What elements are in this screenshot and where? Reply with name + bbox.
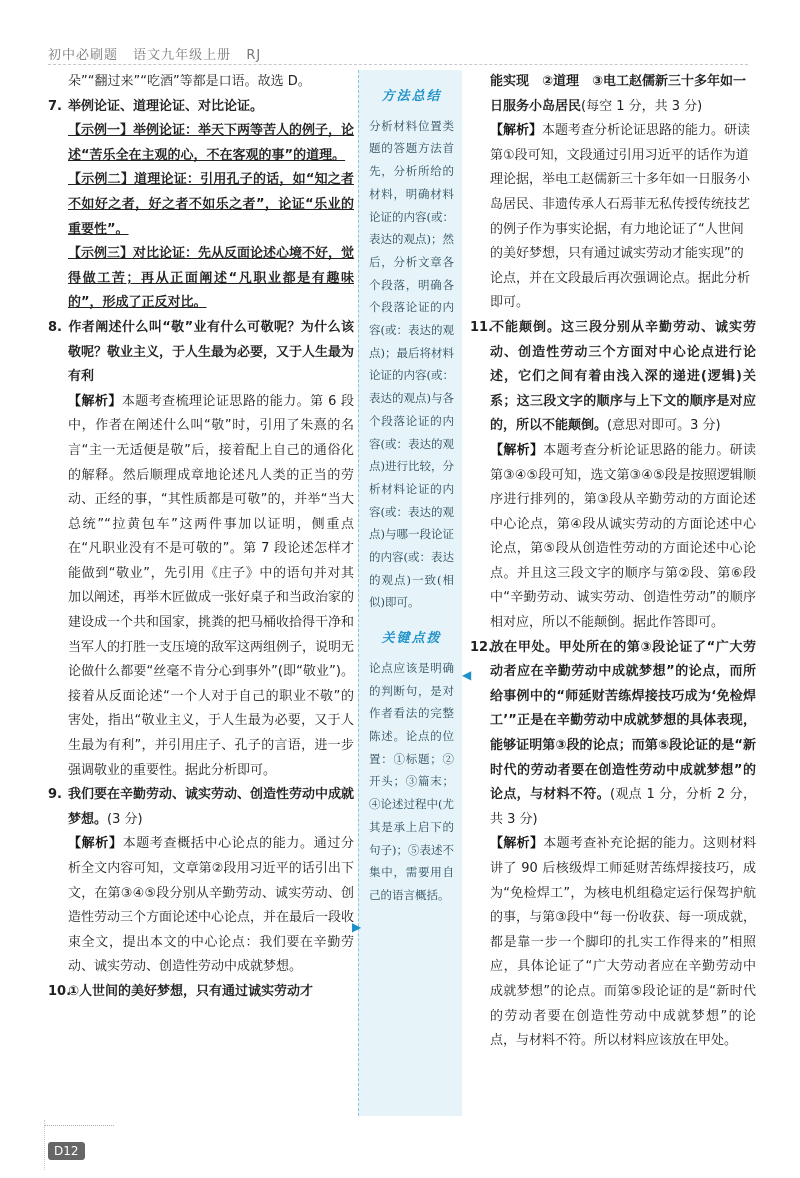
analysis-tag: 【解析】 xyxy=(490,123,543,139)
question-number: 12. xyxy=(470,639,494,655)
example-3: 【示例三】对比论证：先从反面论述心境不好，觉得做工苦；再从正面阐述“凡职业都是有趣味的”，形成了正反对比。 xyxy=(68,246,355,311)
key-points-title: 关键点拨 xyxy=(381,631,442,647)
question-number: 11. xyxy=(470,319,494,335)
page-number: D12 xyxy=(48,1142,85,1160)
question-9-answer: 9. 我们要在辛勤劳动、诚实劳动、创造性劳动中成就梦想。(3 分) xyxy=(48,783,354,832)
question-8-answer: 8. 作者阐述什么叫“敬”业有什么可敬呢？为什么该敬呢？敬业主义，于人生最为必要，又于人生最为有利 xyxy=(48,316,354,390)
arrow-right-icon: ▶ xyxy=(352,920,362,934)
analysis-tag: 【解析】 xyxy=(490,836,544,852)
question-10-continued: 能实现 ②道理 ③电工赵儒新三十多年如一日服务小岛居民(每空 1 分，共 3 分) xyxy=(490,74,747,114)
analysis-tag: 【解析】 xyxy=(68,836,123,852)
question-8-analysis: 【解析】本题考查梳理论证思路的能力。第 6 段中，作者在阐述什么叫“敬”时，引用了朱熹的名言“主一无适便是敬”后，接着配上自己的通俗化的解释。然后顺理成章地论述凡人类的正当的劳动、正经的事，“其性质都是可敬”的，并举“当大总统”“拉黄包车”这两件事加以证明，侧重点在“凡职业没有不是可敬的”。第 7 段论述怎样才能做到“敬业”，先引用《庄子》中的语句并对其加以阐述，再举木匠做成一张好桌子和当政治家的建设成一个共和国家，挑粪的把马桶收拾得干净和当军人的打胜一支压境的敌军这两组例子，说明无论做什么都要“丝毫不肯分心到事外”(即“敬业”)。接着从反面论述“一个人对于自己的职业不敬”的害处，指出“敬业主义，于人生最为必要，又于人生最为有利”，并引用庄子、孔子的言语，进一步强调敬业的重要性。据此分析即可。 xyxy=(68,393,355,778)
key-points-body: 论点应该是明确的判断句，是对作者看法的完整陈述。论点的位置：①标题；②开头；③篇末；④论述过程中(尤其是承上启下的句子)；⑤表述不集中，需要用自己的语言概括。 xyxy=(369,660,454,902)
example-1: 【示例一】举例论证：举天下两等苦人的例子，论述“苦乐全在主观的心，不在客观的事”的道理。 xyxy=(68,123,355,163)
right-column xyxy=(470,70,756,1054)
question-number: 9. xyxy=(48,787,62,803)
method-summary-body: 分析材料位置类题的答题方法首先，分析所给的材料，明确材料论证的内容(或：表达的观点)；然后，分析文章各个段落，明确各个段落论证的内容(或：表达的观点)；最后将材料论证的内容(或：表达的观点)与各个段落论证的内容(或：表达的观点)进行比较，分析材料论证的内容(或：表达的观点)与哪一段论证的内容(或：表达的观点)一致(相似)即可。 xyxy=(369,118,454,610)
footer-rule xyxy=(44,1125,114,1127)
analysis-tag: 【解析】 xyxy=(490,442,544,458)
edition-label: RJ xyxy=(246,48,262,63)
score: (意思对即可。3 分) xyxy=(607,418,721,434)
question-number: 10. xyxy=(48,983,72,999)
question-7-answer: 7. 举例论证、道理论证、对比论证。 xyxy=(48,95,354,120)
question-11-analysis: 【解析】本题考查分析论证思路的能力。研读第③④⑤段可知，选文第③④⑤段是按照逻辑顺序进行排列的，第③段从辛勤劳动的方面论述中心论点，第④段从诚实劳动的方面论述中心论点，第⑤段从创造性劳动的方面论述中心论点。并且这三段文字的顺序与第②段、第⑥段中“辛勤劳动、诚实劳动、创造性劳动”的顺序相对应，所以不能颠倒。据此作答即可。 xyxy=(490,442,756,631)
question-number: 7. xyxy=(48,98,62,114)
question-12-answer: 12.放在甲处。甲处所在的第③段论证了“广大劳动者应在辛勤劳动中成就梦想”的论点，而所给事例中的“师延财苦练焊接技巧成为‘免检焊工’”正是在辛勤劳动中成就梦想的具体表现，能够证明第③段的论点；而第⑤段论证的是“新时代的劳动者要在创造性劳动中成就梦想”的论点，与材料不符。(观点 1 分，分析 2 分，共 3 分) xyxy=(470,636,756,833)
question-9-analysis: 【解析】本题考查概括中心论点的能力。通过分析全文内容可知，文章第②段用习近平的话引出下文，在第③④⑤段分别从辛勤劳动、诚实劳动、创造性劳动三个方面论述中心论点，并在最后一段收束全文，提出本文的中心论点：我们要在辛勤劳动、诚实劳动、创造性劳动中成就梦想。 xyxy=(68,836,355,975)
question-10-answer: 10.①人世间的美好梦想，只有通过诚实劳动才 xyxy=(48,980,354,1005)
arrow-left-icon: ◀ xyxy=(462,668,472,682)
example-2: 【示例二】道理论证：引用孔子的话，如“知之者不如好之者，好之者不如乐之者”，论证“乐业的重要性”。 xyxy=(68,172,354,237)
page-header xyxy=(48,44,748,65)
score: (每空 1 分，共 3 分) xyxy=(581,98,703,114)
question-11-answer: 11.不能颠倒。这三段分别从辛勤劳动、诚实劳动、创造性劳动三个方面对中心论点进行论述，它们之间有着由浅入深的递进(逻辑)关系；这三段文字的顺序与上下文的顺序是对应的，所以不能颠倒。(意思对即可。3 分) xyxy=(470,316,756,439)
score: (3 分) xyxy=(107,811,143,827)
score: (观点 1 分，分析 2 分，共 3 分) xyxy=(490,787,756,827)
corner-decoration xyxy=(4,1120,45,1170)
analysis-tag: 【解析】 xyxy=(68,393,122,409)
series-title: 初中必刷题 xyxy=(48,48,119,63)
question-12-analysis: 【解析】本题考查补充论据的能力。这则材料讲了 90 后核级焊工师延财苦练焊接技巧，成为“免检焊工”，为核电机组稳定运行保驾护航的事，与第③段中“每一份收获、每一项成就，都是靠一步一个脚印的扎实工作得来的”相照应，具体论证了“广大劳动者应在辛勤劳动中成就梦想”的论点。而第⑤段论证的是“新时代的劳动者要在创造性劳动中成就梦想”的论点，与材料不符。所以材料应该放在甲处。 xyxy=(490,836,756,1049)
sidebar-tips xyxy=(358,70,462,1116)
question-number: 8. xyxy=(48,319,62,335)
book-title: 语文九年级上册 xyxy=(133,48,232,63)
question-10-analysis: 【解析】本题考查分析论证思路的能力。研读第①段可知，文段通过引用习近平的话作为道理论据，举电工赵儒新三十多年如一日服务小岛居民、非遗传承人石焉菲无私传授传统技艺的例子作为事实论据，有力地论证了“人世间的美好梦想，只有通过诚实劳动才能实现”的论点，并在文段最后再次强调论点。据此分析即可。 xyxy=(490,123,751,311)
continued-text: 朵”“翻过来”“吃酒”等都是口语。故选 D。 xyxy=(68,74,311,89)
method-summary-title: 方法总结 xyxy=(381,89,442,104)
left-column xyxy=(48,70,354,1005)
